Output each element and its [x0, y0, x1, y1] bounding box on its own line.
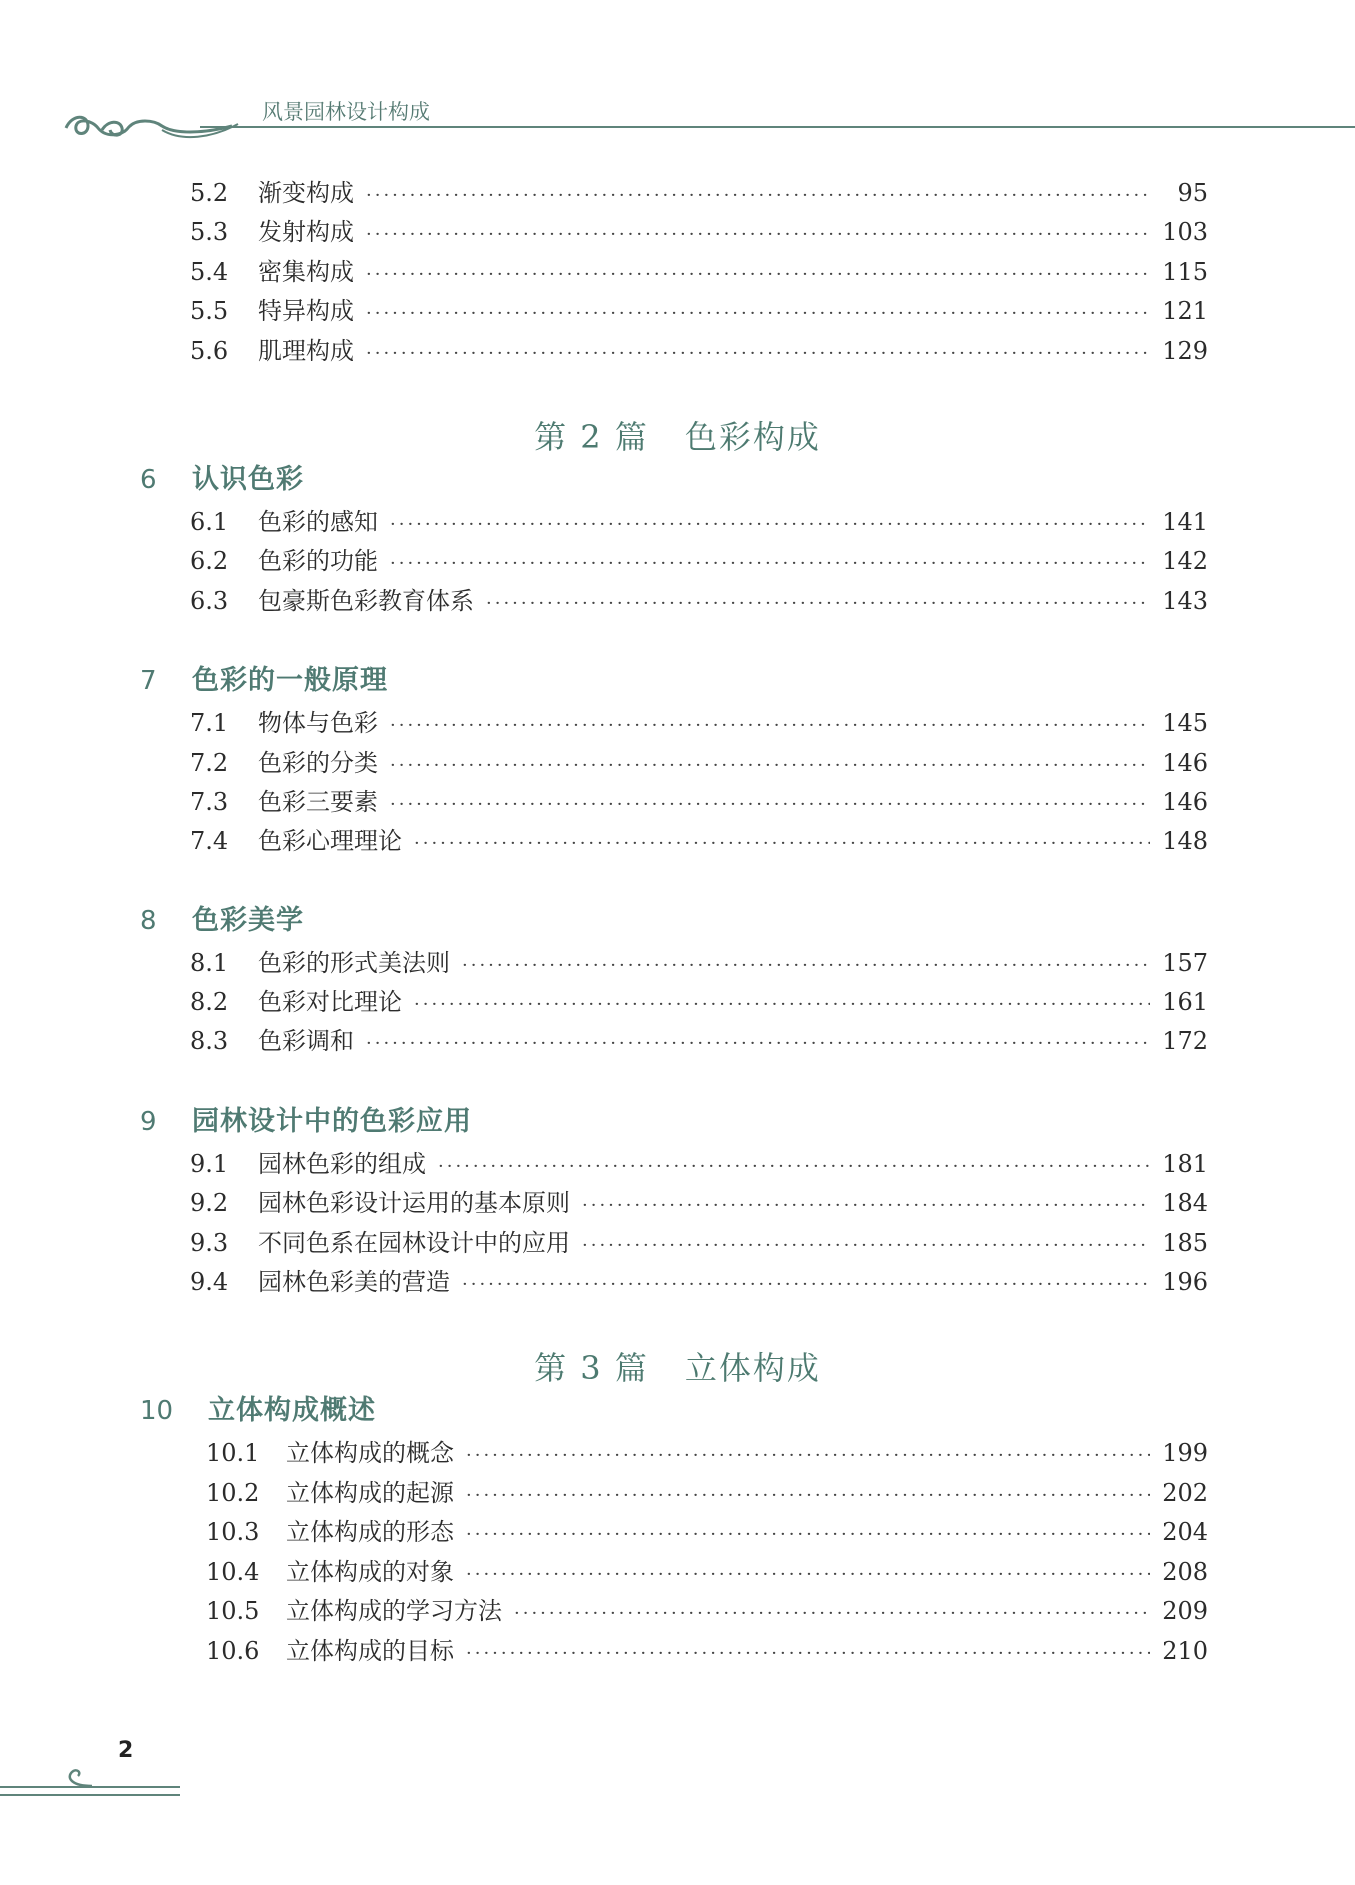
entry-page: 141 — [1162, 508, 1208, 536]
leader-dots — [390, 788, 1150, 822]
toc-entry[interactable] — [190, 946, 1208, 980]
entry-title: 色彩三要素 — [258, 788, 378, 816]
part-label: 第 3 篇 — [534, 1349, 649, 1387]
toc-entry[interactable] — [206, 1634, 1208, 1668]
entry-title: 包豪斯色彩教育体系 — [258, 587, 474, 615]
entry-page: 115 — [1162, 258, 1208, 286]
chapter-heading[interactable] — [140, 1391, 376, 1431]
entry-number: 10.3 — [206, 1518, 260, 1546]
entry-title: 立体构成的起源 — [286, 1479, 454, 1507]
entry-page: 129 — [1162, 337, 1208, 365]
entry-number: 5.3 — [190, 218, 229, 246]
toc-entry[interactable] — [190, 584, 1208, 618]
toc-entry[interactable] — [190, 334, 1208, 368]
toc-entry[interactable] — [190, 824, 1208, 858]
entry-page: 172 — [1162, 1027, 1208, 1055]
entry-number: 5.2 — [190, 179, 229, 207]
leader-dots — [462, 949, 1150, 983]
entry-number: 6.1 — [190, 508, 229, 536]
entry-title: 不同色系在园林设计中的应用 — [258, 1229, 570, 1257]
toc-entry[interactable] — [190, 1265, 1208, 1299]
leader-dots — [366, 337, 1150, 371]
chapter-number: 7 — [140, 666, 157, 696]
entry-number: 9.4 — [190, 1268, 229, 1296]
entry-page: 202 — [1162, 1479, 1208, 1507]
entry-number: 8.1 — [190, 949, 229, 977]
entry-title: 特异构成 — [258, 297, 354, 325]
toc-entry[interactable] — [190, 505, 1208, 539]
entry-number: 9.1 — [190, 1150, 229, 1178]
leader-dots — [514, 1597, 1150, 1631]
leader-dots — [466, 1637, 1150, 1671]
leader-dots — [390, 709, 1150, 743]
toc-entry[interactable] — [206, 1555, 1208, 1589]
toc-entry[interactable] — [190, 544, 1208, 578]
part-heading — [0, 412, 1355, 458]
toc-entry[interactable] — [190, 255, 1208, 289]
page-number: 2 — [118, 1738, 134, 1763]
entry-number: 9.2 — [190, 1189, 229, 1217]
entry-title: 立体构成的对象 — [286, 1558, 454, 1586]
entry-page: 208 — [1162, 1558, 1208, 1586]
leader-dots — [582, 1189, 1150, 1223]
entry-title: 色彩的形式美法则 — [258, 949, 450, 977]
entry-title: 立体构成的形态 — [286, 1518, 454, 1546]
entry-page: 145 — [1162, 709, 1208, 737]
chapter-number: 9 — [140, 1107, 157, 1137]
leader-dots — [466, 1518, 1150, 1552]
toc-entry[interactable] — [190, 1186, 1208, 1220]
entry-number: 8.2 — [190, 988, 229, 1016]
running-header-title: 风景园林设计构成 — [262, 100, 430, 124]
leader-dots — [366, 297, 1150, 331]
entry-number: 5.5 — [190, 297, 229, 325]
chapter-title: 色彩美学 — [192, 905, 304, 936]
entry-title: 密集构成 — [258, 258, 354, 286]
entry-page: 210 — [1162, 1637, 1208, 1665]
leader-dots — [366, 1027, 1150, 1061]
toc-entry[interactable] — [190, 985, 1208, 1019]
leader-dots — [366, 179, 1152, 213]
entry-page: 146 — [1162, 788, 1208, 816]
leader-dots — [486, 587, 1150, 621]
entry-page: 196 — [1162, 1268, 1208, 1296]
chapter-number: 8 — [140, 906, 157, 936]
chapter-title: 认识色彩 — [192, 464, 304, 495]
leader-dots — [438, 1150, 1150, 1184]
chapter-heading[interactable] — [140, 661, 388, 701]
entry-title: 园林色彩设计运用的基本原则 — [258, 1189, 570, 1217]
entry-title: 立体构成的概念 — [286, 1439, 454, 1467]
entry-page: 146 — [1162, 749, 1208, 777]
header-ornament-icon — [62, 108, 242, 148]
toc-entry[interactable] — [206, 1594, 1208, 1628]
leader-dots — [582, 1229, 1150, 1263]
entry-number: 10.1 — [206, 1439, 260, 1467]
entry-page: 121 — [1162, 297, 1208, 325]
entry-title: 色彩对比理论 — [258, 988, 402, 1016]
leader-dots — [466, 1479, 1150, 1513]
toc-entry[interactable] — [190, 294, 1208, 328]
entry-page: 95 — [1177, 179, 1208, 207]
entry-page: 185 — [1162, 1229, 1208, 1257]
chapter-title: 色彩的一般原理 — [192, 665, 388, 696]
leader-dots — [366, 218, 1150, 252]
entry-number: 6.2 — [190, 547, 229, 575]
entry-page: 157 — [1162, 949, 1208, 977]
entry-page: 209 — [1162, 1597, 1208, 1625]
chapter-title: 园林设计中的色彩应用 — [192, 1106, 472, 1137]
entry-title: 发射构成 — [258, 218, 354, 246]
leader-dots — [414, 827, 1150, 861]
chapter-heading[interactable] — [140, 901, 304, 941]
entry-number: 7.3 — [190, 788, 229, 816]
entry-title: 物体与色彩 — [258, 709, 378, 737]
entry-page: 103 — [1162, 218, 1208, 246]
entry-title: 色彩心理理论 — [258, 827, 402, 855]
toc-entry[interactable] — [190, 1147, 1208, 1181]
entry-number: 10.6 — [206, 1637, 260, 1665]
entry-number: 10.2 — [206, 1479, 260, 1507]
chapter-number: 10 — [140, 1396, 174, 1426]
entry-title: 立体构成的学习方法 — [286, 1597, 502, 1625]
leader-dots — [462, 1268, 1150, 1302]
toc-entry[interactable] — [206, 1436, 1208, 1470]
entry-title: 肌理构成 — [258, 337, 354, 365]
entry-number: 7.2 — [190, 749, 229, 777]
entry-number: 7.4 — [190, 827, 229, 855]
entry-page: 184 — [1162, 1189, 1208, 1217]
chapter-heading[interactable] — [140, 460, 304, 500]
toc-entry[interactable] — [190, 176, 1208, 210]
entry-page: 142 — [1162, 547, 1208, 575]
entry-number: 10.5 — [206, 1597, 260, 1625]
entry-title: 渐变构成 — [258, 179, 354, 207]
header-rule — [200, 126, 1355, 128]
chapter-heading[interactable] — [140, 1102, 472, 1142]
toc-entry[interactable] — [190, 1024, 1208, 1058]
entry-page: 148 — [1162, 827, 1208, 855]
entry-number: 7.1 — [190, 709, 229, 737]
toc-entry[interactable] — [190, 215, 1208, 249]
toc-entry[interactable] — [190, 706, 1208, 740]
leader-dots — [390, 508, 1150, 542]
entry-title: 色彩的感知 — [258, 508, 378, 536]
chapter-title: 立体构成概述 — [208, 1395, 376, 1426]
footer-rule — [0, 1786, 180, 1788]
entry-number: 8.3 — [190, 1027, 229, 1055]
entry-title: 园林色彩美的营造 — [258, 1268, 450, 1296]
part-label: 第 2 篇 — [534, 418, 649, 456]
toc-entry[interactable] — [190, 1226, 1208, 1260]
toc-entry[interactable] — [206, 1476, 1208, 1510]
part-name: 立体构成 — [684, 1349, 821, 1387]
footer-rule — [0, 1794, 180, 1796]
toc-entry[interactable] — [206, 1515, 1208, 1549]
leader-dots — [466, 1439, 1150, 1473]
entry-title: 色彩的功能 — [258, 547, 378, 575]
entry-title: 园林色彩的组成 — [258, 1150, 426, 1178]
chapter-number: 6 — [140, 465, 157, 495]
entry-page: 143 — [1162, 587, 1208, 615]
leader-dots — [390, 749, 1150, 783]
entry-page: 204 — [1162, 1518, 1208, 1546]
leader-dots — [466, 1558, 1150, 1592]
leader-dots — [414, 988, 1150, 1022]
entry-number: 5.4 — [190, 258, 229, 286]
part-heading — [0, 1343, 1355, 1389]
entry-page: 199 — [1162, 1439, 1208, 1467]
entry-title: 立体构成的目标 — [286, 1637, 454, 1665]
toc-entry[interactable] — [190, 785, 1208, 819]
entry-page: 161 — [1162, 988, 1208, 1016]
entry-number: 6.3 — [190, 587, 229, 615]
entry-number: 5.6 — [190, 337, 229, 365]
entry-title: 色彩的分类 — [258, 749, 378, 777]
part-name: 色彩构成 — [684, 418, 821, 456]
leader-dots — [366, 258, 1150, 292]
leader-dots — [390, 547, 1150, 581]
entry-page: 181 — [1162, 1150, 1208, 1178]
entry-number: 10.4 — [206, 1558, 260, 1586]
entry-number: 9.3 — [190, 1229, 229, 1257]
toc-entry[interactable] — [190, 746, 1208, 780]
entry-title: 色彩调和 — [258, 1027, 354, 1055]
